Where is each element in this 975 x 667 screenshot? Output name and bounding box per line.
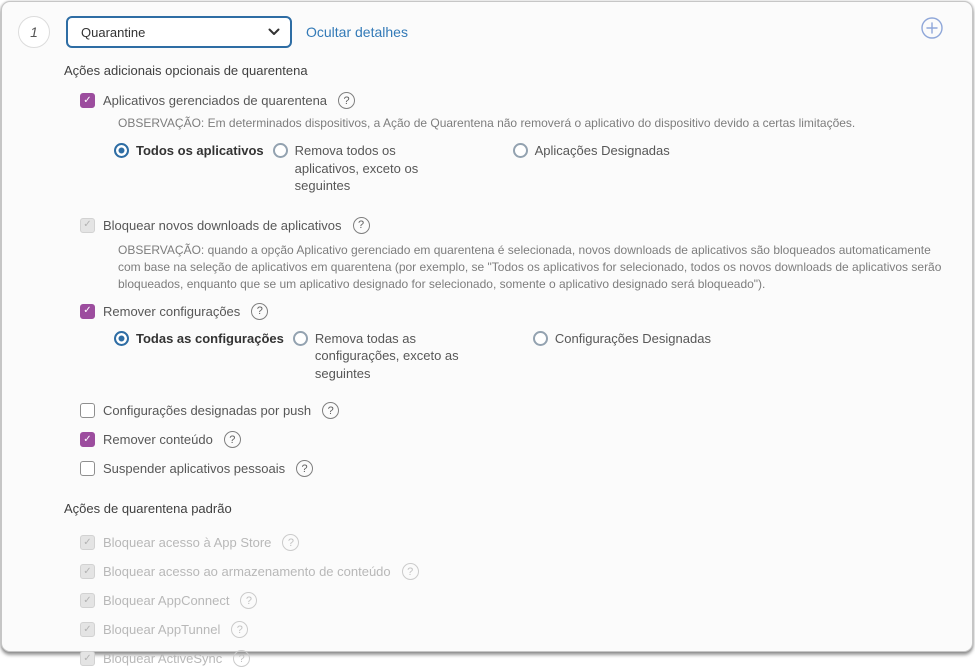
remove-content-row [80,431,948,448]
block-appconnect-checkbox [80,593,95,608]
check-icon: ✓ [83,652,92,664]
check-icon: ✓ [83,536,92,548]
remove-configs-radio-group [114,330,948,383]
block-downloads-checkbox [80,218,95,233]
block-appstore-label: Bloquear acesso à App Store [103,535,272,551]
check-icon: ✓ [83,94,92,106]
remove-configs-row [80,303,948,320]
radio-all-except-apps-label: Remova todos os aplicativos, exceto os seguintes [294,143,419,194]
radio-all-except-configs-label: Remova todas as configurações, exceto as seguintes [314,330,459,381]
block-downloads-note: OBSERVAÇÃO: quando a opção Aplicativo gerenciado em quarentena é selecionada, novos downloads de aplicativos são bloqueados automaticamente com base na seleção de aplicativos em quarentena (por exemplo, se "Todos os aplicativos for selecionado, todos os novos downloads de aplicativos serão bloqueados, enquanto que se um aplicativo designado for selecionado, somente o aplicativo designado será bloqueado"). [118,242,942,291]
managed-apps-label: Aplicativos gerenciados de quarentena [103,93,328,108]
radio-option-all-except-configs [293,330,481,383]
managed-apps-note: OBSERVAÇÃO: Em determinados dispositivos, a Ação de Quarentena não removerá o aplicativo do dispositivo devido a certas limitações. [118,116,856,130]
help-icon[interactable]: ? [233,650,250,667]
block-content-storage-row [80,563,948,580]
help-icon[interactable]: ? [240,592,257,609]
radio-option-all-apps [114,142,264,160]
radio-designated-configs-label: Configurações Designadas [554,330,711,346]
block-appconnect-label: Bloquear AppConnect [103,593,230,609]
radio-all-configs-label: Todas as configurações [136,330,284,346]
radio-all-apps[interactable] [114,143,129,158]
remove-configs-checkbox[interactable] [80,304,95,319]
suspend-personal-apps-label: Suspender aplicativos pessoais [103,461,286,477]
radio-option-all-configs [114,330,284,348]
remove-content-checkbox[interactable] [80,432,95,447]
help-icon[interactable]: ? [402,563,419,580]
help-icon[interactable]: ? [353,217,370,234]
help-icon[interactable]: ? [231,621,248,638]
block-content-storage-label: Bloquear acesso ao armazenamento de conteúdo [103,564,391,580]
radio-all-except-apps[interactable] [273,143,288,158]
help-icon[interactable]: ? [224,431,241,448]
radio-all-apps-label: Todos os aplicativos [136,143,264,159]
help-icon[interactable]: ? [322,402,339,419]
panel-header [18,16,948,48]
check-icon: ✓ [83,305,92,317]
default-actions-title: Ações de quarentena padrão [64,501,232,517]
managed-apps-row [80,92,948,109]
quarantine-action-panel [1,1,973,667]
block-appconnect-row [80,592,948,609]
radio-option-all-except-apps [273,142,461,195]
step-number-badge [18,16,50,48]
help-icon[interactable]: ? [282,534,299,551]
block-content-storage-checkbox [80,564,95,579]
block-activesync-label: Bloquear ActiveSync [103,651,223,667]
action-dropdown[interactable] [66,16,292,48]
radio-all-configs[interactable] [114,331,129,346]
radio-option-designated-apps [513,142,670,160]
managed-apps-radio-group [114,142,948,195]
action-dropdown-value: Quarantine [81,24,146,40]
help-icon[interactable]: ? [338,92,355,109]
remove-configs-label: Remover configurações [103,303,241,319]
help-icon[interactable]: ? [296,460,313,477]
block-downloads-label: Bloquear novos downloads de aplicativos [103,217,342,233]
check-icon: ✓ [83,433,92,445]
check-icon: ✓ [83,623,92,635]
block-apptunnel-checkbox [80,622,95,637]
chevron-down-icon [268,28,280,36]
check-icon: ✓ [83,565,92,577]
block-apptunnel-row [80,621,948,638]
block-appstore-row [80,534,948,551]
suspend-personal-apps-row [80,460,948,477]
radio-option-designated-configs [533,330,711,348]
step-number: 1 [30,24,38,40]
remove-content-label: Remover conteúdo [103,432,213,448]
block-downloads-row [80,217,948,234]
push-configs-checkbox[interactable] [80,403,95,418]
push-configs-label: Configurações designadas por push [103,403,312,419]
block-activesync-row [80,650,948,667]
radio-designated-apps-label: Aplicações Designadas [534,143,670,159]
push-configs-row [80,402,948,419]
radio-designated-configs[interactable] [533,331,548,346]
help-icon[interactable]: ? [251,303,268,320]
optional-actions-title: Ações adicionais opcionais de quarentena [64,63,308,78]
hide-details-link[interactable]: Ocultar detalhes [306,24,408,40]
block-apptunnel-label: Bloquear AppTunnel [103,622,221,638]
suspend-personal-apps-checkbox[interactable] [80,461,95,476]
add-action-button[interactable] [920,16,944,40]
managed-apps-checkbox[interactable] [80,93,95,108]
check-icon: ✓ [83,594,92,606]
radio-all-except-configs[interactable] [293,331,308,346]
block-appstore-checkbox [80,535,95,550]
check-icon: ✓ [83,219,92,231]
block-activesync-checkbox [80,651,95,666]
radio-designated-apps[interactable] [513,143,528,158]
